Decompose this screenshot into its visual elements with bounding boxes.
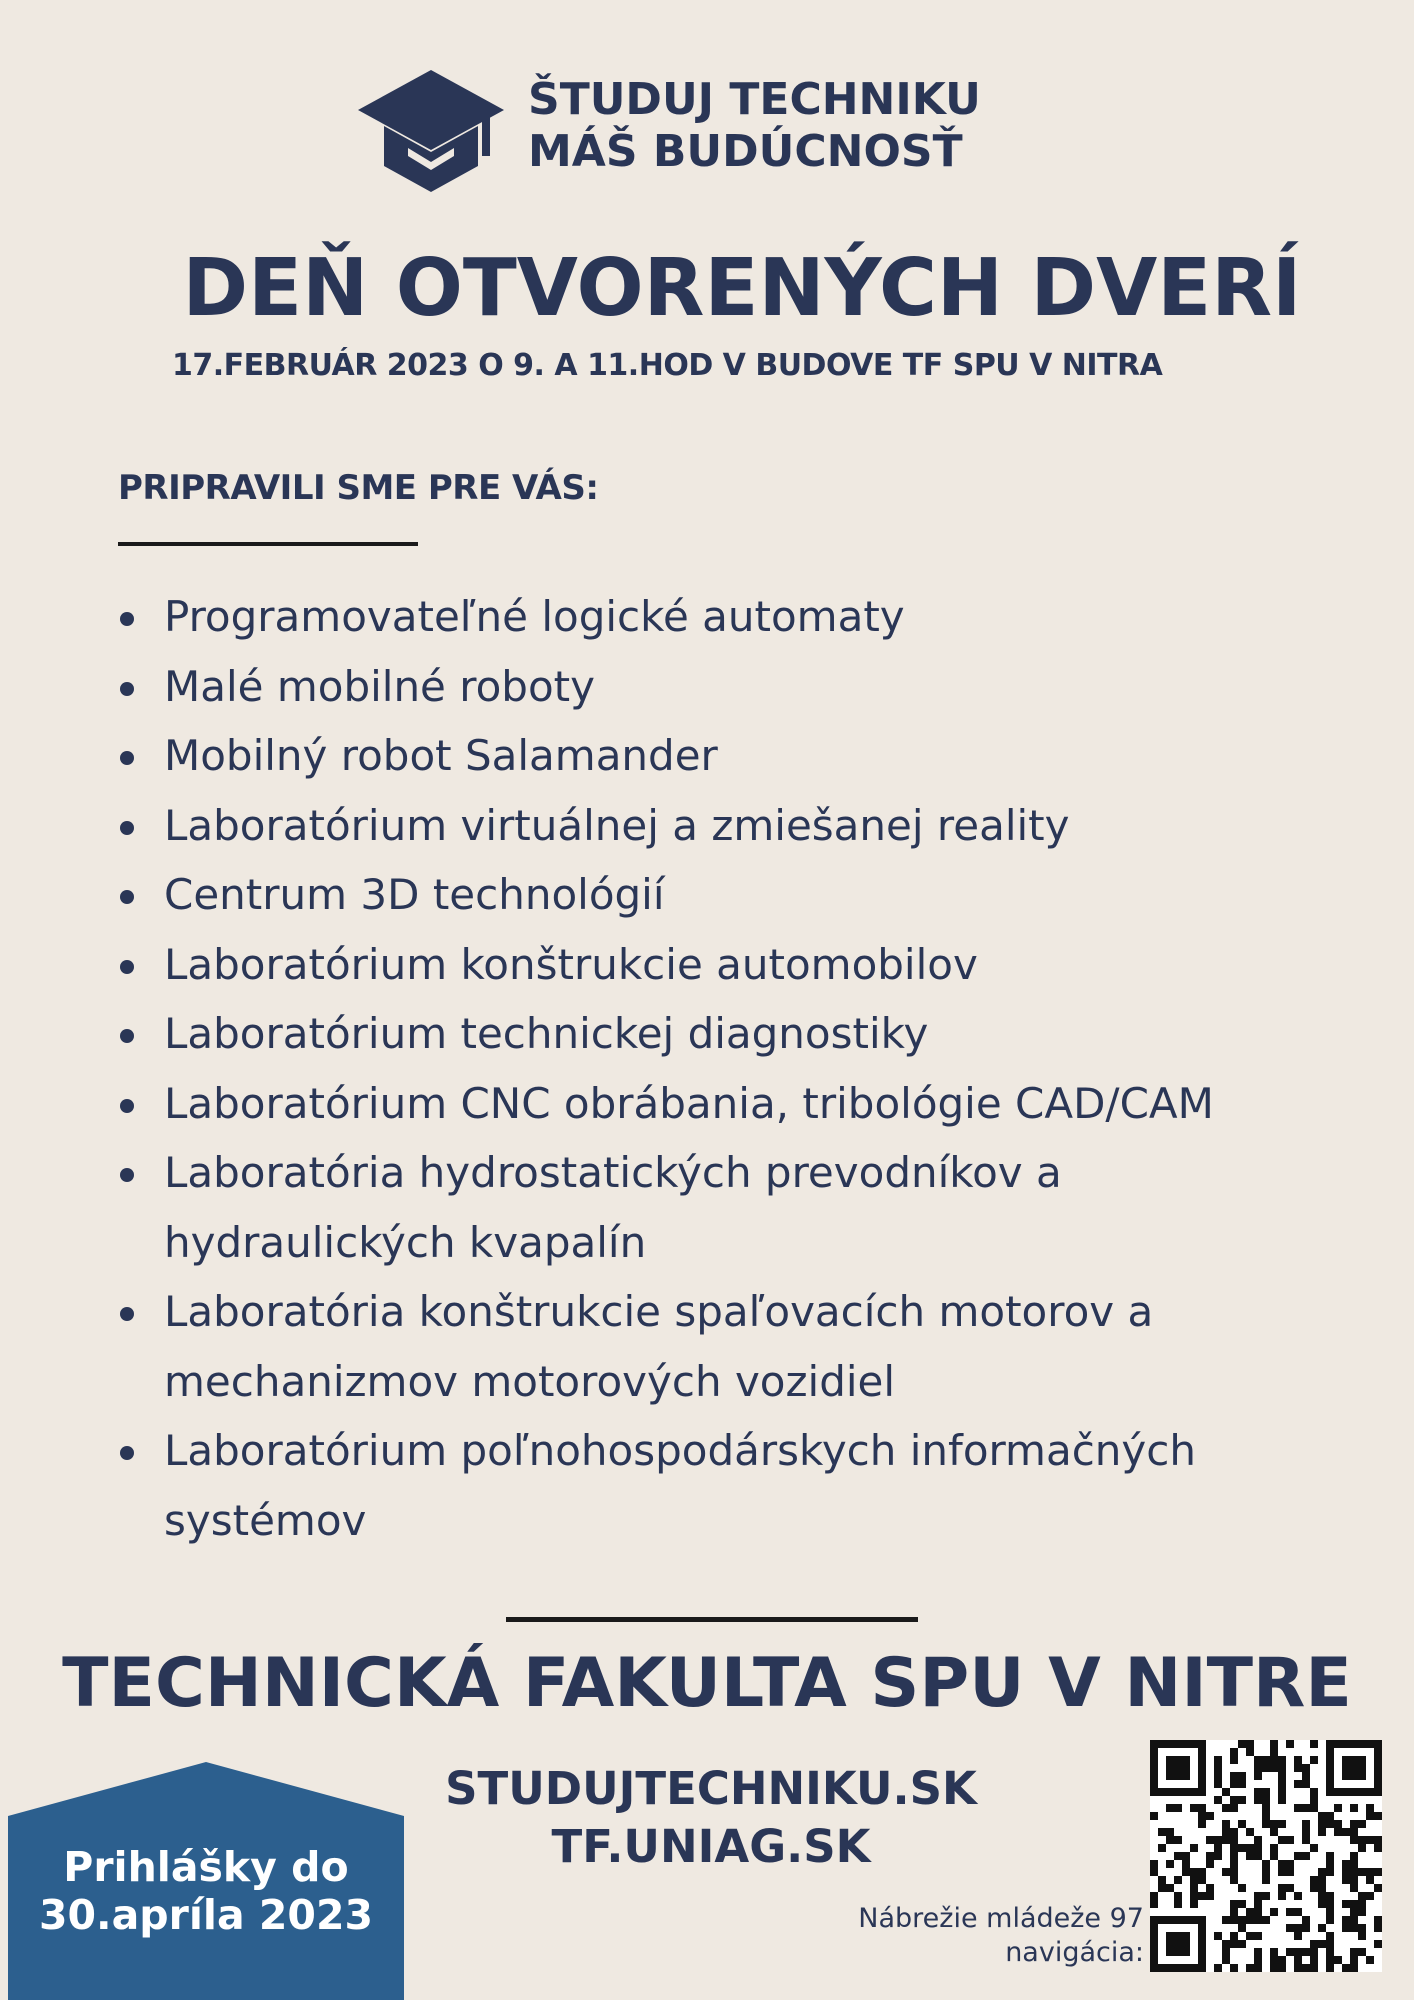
address (858, 1902, 1144, 1970)
website-links (396, 1760, 1026, 1876)
deadline-line-1: Prihlášky do (63, 1843, 349, 1891)
list-item: Laboratórium CNC obrábania, tribológie CAD/CAM (118, 1069, 1358, 1139)
website-link-studujtechniku[interactable]: STUDUJTECHNIKU.SK (445, 1762, 977, 1815)
heading-divider (118, 542, 418, 546)
event-title: DEŇ OTVORENÝCH DVERÍ (182, 242, 1302, 334)
faculty-name: TECHNICKÁ FAKULTA SPU V NITRE (62, 1644, 1352, 1723)
list-item: Laboratórium konštrukcie automobilov (118, 930, 1358, 1000)
address-street: Nábrežie mládeže 97 (858, 1903, 1144, 1934)
list-item: Laboratórium poľnohospodárskych informačných systémov (118, 1416, 1358, 1555)
program-heading: PRIPRAVILI SME PRE VÁS: (118, 468, 599, 508)
list-item: Laboratórium technickej diagnostiky (118, 999, 1358, 1069)
list-item: Laboratória hydrostatických prevodníkov a hydraulických kvapalín (118, 1138, 1358, 1277)
program-list (118, 582, 1358, 1555)
qr-code-icon[interactable] (1150, 1740, 1382, 1972)
graduation-cap-icon (356, 66, 506, 196)
slogan (528, 74, 981, 178)
website-link-tf-uniag[interactable]: TF.UNIAG.SK (551, 1820, 871, 1873)
list-item: Mobilný robot Salamander (118, 721, 1358, 791)
list-item: Centrum 3D technológií (118, 860, 1358, 930)
list-item: Programovateľné logické automaty (118, 582, 1358, 652)
navigation-label: navigácia: (1005, 1937, 1144, 1968)
deadline-badge (8, 1760, 404, 2000)
deadline-line-2: 30.apríla 2023 (38, 1891, 374, 1939)
footer-divider (506, 1617, 918, 1622)
slogan-line-2: MÁŠ BUDÚCNOSŤ (528, 126, 963, 177)
slogan-line-1: ŠTUDUJ TECHNIKU (528, 74, 981, 125)
list-item: Malé mobilné roboty (118, 652, 1358, 722)
list-item: Laboratória konštrukcie spaľovacích motorov a mechanizmov motorových vozidiel (118, 1277, 1358, 1416)
list-item: Laboratórium virtuálnej a zmiešanej reality (118, 791, 1358, 861)
event-details: 17.FEBRUÁR 2023 O 9. A 11.HOD V BUDOVE TF SPU V NITRA (172, 348, 1163, 383)
